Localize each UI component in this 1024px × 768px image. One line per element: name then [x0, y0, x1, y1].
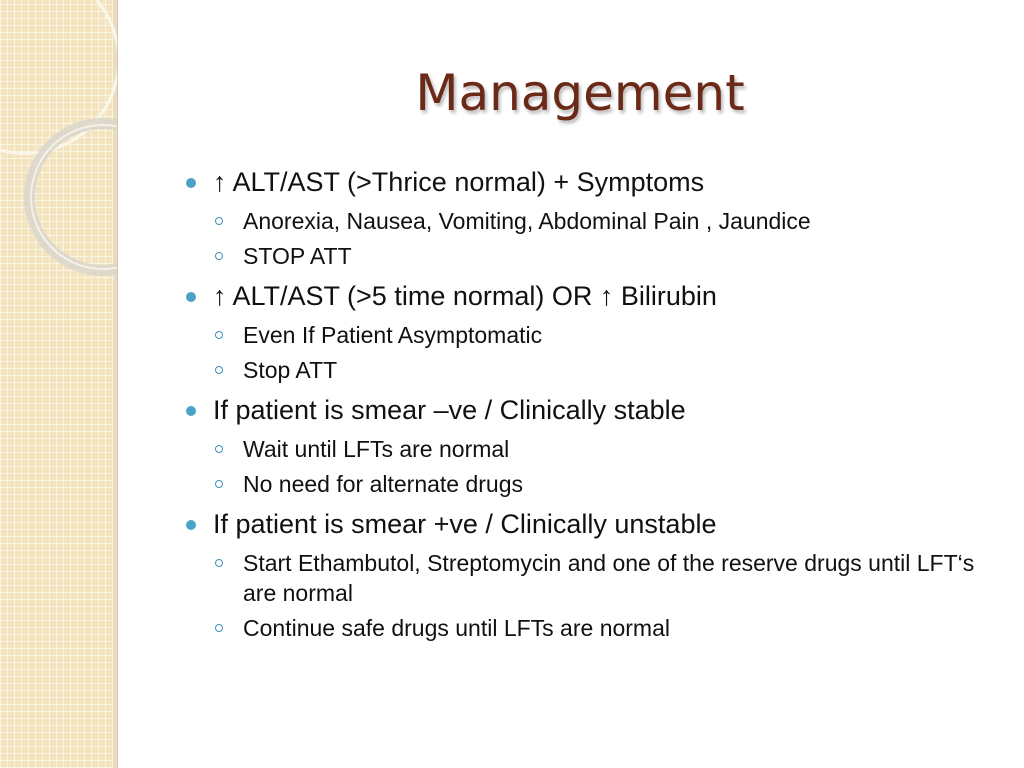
sub-bullet-3-2-text: No need for alternate drugs — [243, 471, 524, 497]
sub-bullet-3-2 — [186, 469, 976, 499]
bullet-3 — [186, 390, 976, 430]
bullet-2 — [186, 276, 976, 316]
decorative-rings — [0, 0, 117, 768]
bullet-dot-icon — [186, 292, 196, 302]
sub-bullet-circle-icon — [215, 217, 223, 225]
slide-title: Management — [415, 64, 745, 122]
bullet-1-text: ↑ ALT/AST (>Thrice normal) + Symptoms — [213, 167, 705, 197]
sub-bullet-2-2 — [186, 355, 976, 385]
sub-bullet-3-1 — [186, 434, 976, 464]
bullet-2-text: ↑ ALT/AST (>5 time normal) OR ↑ Bilirubin — [213, 281, 717, 311]
slide-content — [186, 162, 976, 648]
sub-bullet-1-2-text: STOP ATT — [243, 243, 352, 269]
bullet-dot-icon — [186, 520, 196, 530]
sub-bullet-1-1 — [186, 206, 976, 236]
sub-bullet-circle-icon — [215, 252, 223, 260]
sub-bullet-3-1-text: Wait until LFTs are normal — [243, 436, 510, 462]
sub-bullet-circle-icon — [215, 445, 223, 453]
sub-bullet-2-2-text: Stop ATT — [243, 357, 338, 383]
sub-bullet-2-1 — [186, 320, 976, 350]
sub-bullet-circle-icon — [215, 366, 223, 374]
sub-bullet-1-2 — [186, 241, 976, 271]
bullet-dot-icon — [186, 178, 196, 188]
sub-bullet-2-1-text: Even If Patient Asymptomatic — [243, 322, 543, 348]
bullet-1 — [186, 162, 976, 202]
bullet-dot-icon — [186, 406, 196, 416]
sub-bullet-circle-icon — [215, 480, 223, 488]
side-panel-border-line — [117, 0, 118, 768]
bullet-4 — [186, 504, 976, 544]
sub-bullet-circle-icon — [215, 559, 223, 567]
sub-bullet-4-2-text: Continue safe drugs until LFTs are normal — [243, 615, 670, 641]
bullet-3-text: If patient is smear –ve / Clinically stable — [213, 395, 686, 425]
bullet-4-text: If patient is smear +ve / Clinically unstable — [213, 509, 717, 539]
sub-bullet-4-1-text: Start Ethambutol, Streptomycin and one of the reserve drugs until LFT‘s are normal — [243, 550, 975, 606]
sub-bullet-circle-icon — [215, 331, 223, 339]
sub-bullet-circle-icon — [215, 624, 223, 632]
sub-bullet-4-2 — [186, 613, 976, 643]
sub-bullet-4-1 — [186, 548, 976, 608]
sub-bullet-1-1-text: Anorexia, Nausea, Vomiting, Abdominal Pain , Jaundice — [243, 208, 811, 234]
